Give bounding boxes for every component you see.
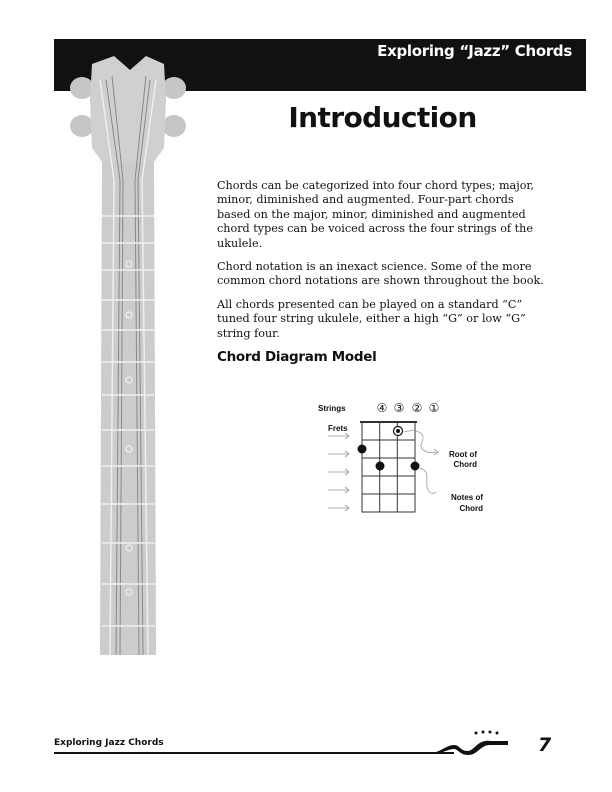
- tuning-peg: [70, 115, 94, 137]
- string-number: ②: [411, 401, 423, 415]
- root-pointer: [404, 431, 436, 453]
- body-paragraph: All chords presented can be played on a standard “C” tuned four string ukulele, either a high “G” or low “G” string four.: [217, 297, 526, 340]
- header-title: Exploring “Jazz” Chords: [377, 42, 572, 60]
- footer-rule: [54, 752, 454, 754]
- note-dot: [358, 445, 367, 454]
- headstock: [90, 56, 166, 162]
- strings-label: Strings: [318, 404, 346, 413]
- notes-label: Notes of: [451, 493, 483, 502]
- notes-label: Chord: [459, 504, 483, 513]
- string-number: ③: [393, 401, 405, 415]
- footer-title: Exploring Jazz Chords: [54, 738, 164, 748]
- body-paragraph: Chords can be categorized into four chord types; major, minor, diminished and augmented. Four-part chords based on the major, minor, diminished and augmented chord types can be voiced across the four strings of the ukulele.: [217, 179, 535, 250]
- chord-diagram: [310, 396, 510, 521]
- fretboard-grid: [360, 422, 417, 512]
- root-label: Root of: [449, 450, 477, 459]
- string-number: ④: [376, 401, 388, 415]
- tuning-peg: [162, 115, 186, 137]
- notes-pointer: [420, 468, 436, 493]
- body-paragraph: Chord notation is an inexact science. Some of the more common chord notations are shown throughout the book.: [217, 260, 544, 288]
- page-title: Introduction: [288, 101, 477, 134]
- root-note-dot-center: [396, 429, 400, 433]
- page-number: 7: [538, 734, 552, 756]
- footer-ukulele-squiggle-icon: [430, 727, 510, 757]
- fret-arrows: [328, 433, 349, 511]
- note-dot: [376, 462, 385, 471]
- section-heading: Chord Diagram Model: [217, 349, 377, 365]
- body-text: [217, 179, 547, 350]
- frets-label: Frets: [328, 424, 348, 433]
- root-label: Chord: [453, 460, 477, 469]
- note-dot: [411, 462, 420, 471]
- ukulele-neck-illustration: [60, 40, 210, 670]
- string-number: ①: [428, 401, 440, 415]
